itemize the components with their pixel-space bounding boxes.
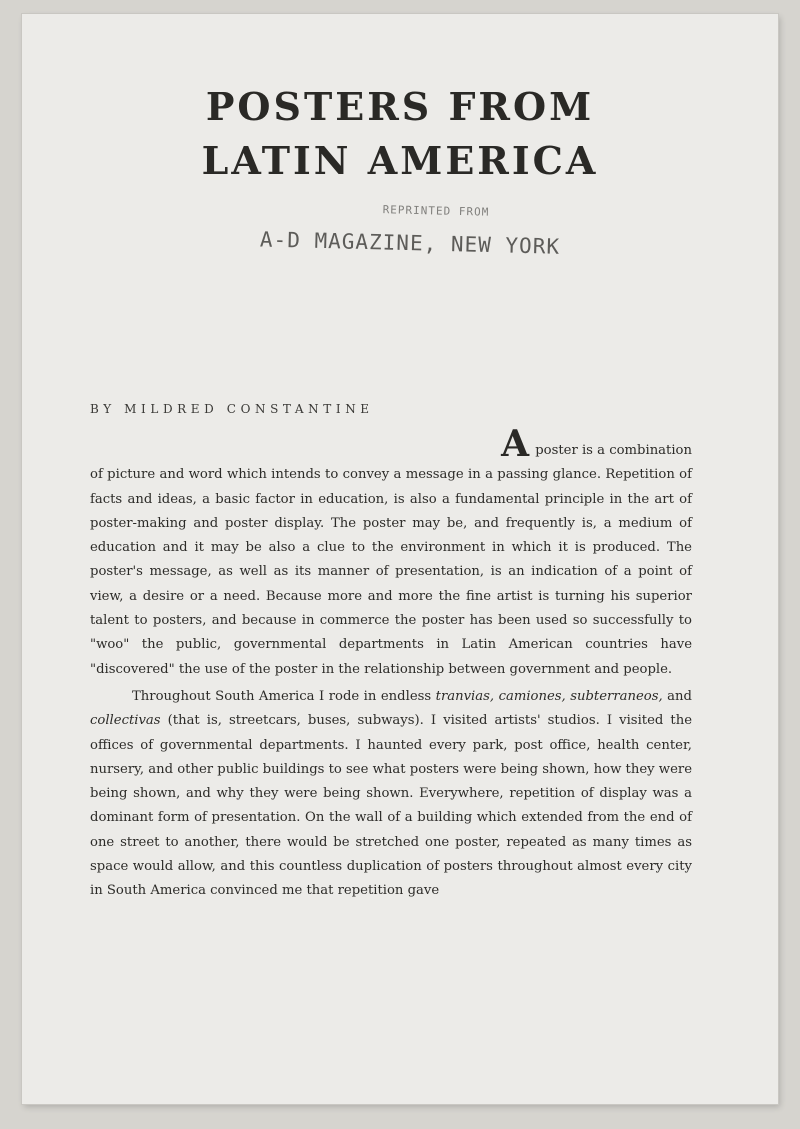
article-body	[90, 423, 692, 904]
paragraph-1-first-line: poster is a combination	[535, 443, 692, 458]
paragraph-1	[90, 423, 692, 682]
document-page	[22, 14, 778, 1104]
paragraph-2-italic-2: collectivas	[90, 713, 161, 729]
paragraph-1-text: of picture and word which intends to convey a message in a passing glance. Repetition of facts and ideas, a basic factor in education, is also a fundamental principle in the art of poster-making and poster display. The poster may be, and frequently is, a medium of education and it may be also a clue to the environment in which it is produced. The poster's message, as well as its manner of presentation, is an indication of a point of view, a desire or a need. Because more and more the fine artist is turning his superior talent to posters, and because in commerce the poster has been used so successfully to "woo" the public, governmental departments in Latin American countries have "discovered" the use of the poster in the relationship between government and people.	[90, 467, 692, 677]
reprint-stamp-line-2: A-D MAGAZINE, NEW YORK	[259, 227, 561, 259]
author-byline: BY MILDRED CONSTANTINE	[90, 402, 374, 416]
reprint-stamp-line-1: REPRINTED FROM	[382, 203, 490, 219]
dropcap-line	[90, 423, 692, 465]
paragraph-2-text-b: and	[662, 688, 692, 704]
paragraph-2-text-c: (that is, streetcars, buses, subways). I visited artists' studios. I visited the offices of governmental departments. I haunted every park, post office, health center, nursery, and other public buildings to see what posters were being shown, how they were being shown, and why they were being shown. Everywhere, repetition of display was a dominant form of presentation. On the wall of a building which extended from the end of one street to another, there would be stretched one poster, repeated as many times as space would allow, and this countless duplication of posters throughout almost every city in South America convinced me that repetition gave	[90, 713, 692, 899]
drop-cap-letter: A	[501, 423, 530, 465]
paragraph-2-text-a: Throughout South America I rode in endless	[132, 688, 436, 704]
paragraph-2-italic-1: tranvias, camiones, subterraneos,	[435, 688, 663, 704]
title-line-2: LATIN AMERICA	[201, 138, 599, 183]
title-line-1: POSTERS FROM	[205, 84, 595, 129]
paragraph-2	[90, 685, 692, 904]
